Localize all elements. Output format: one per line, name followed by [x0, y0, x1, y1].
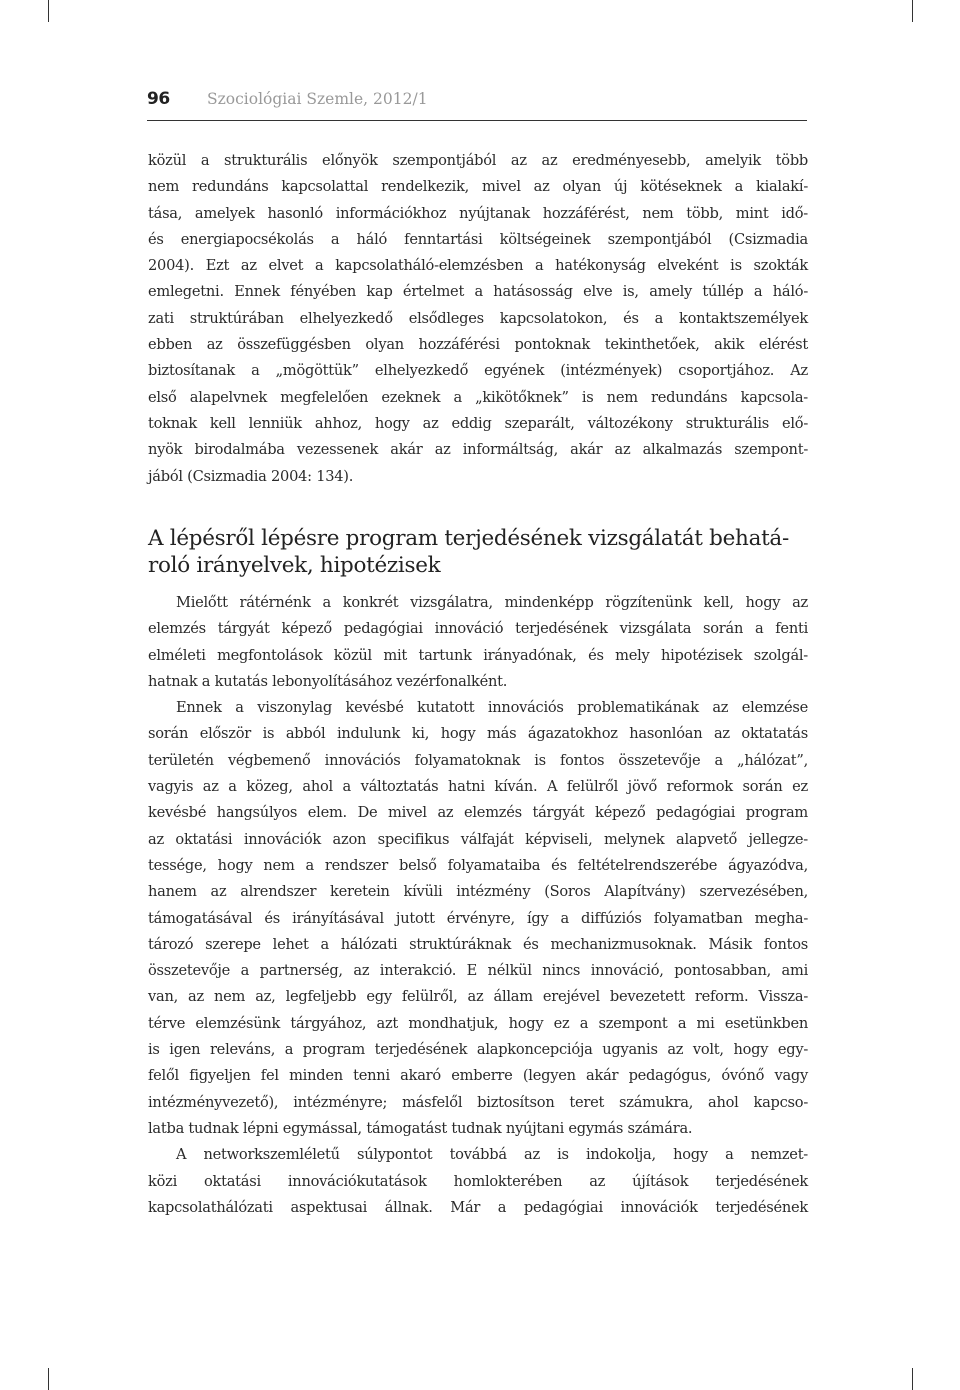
text-line: vagyis az a közeg, ahol a változtatás hatni kíván. A felülről jövő reformok során ez [148, 778, 808, 796]
text-line: első alapelvnek megfelelően ezeknek a „kikötőknek” is nem redundáns kapcsola- [148, 388, 808, 406]
paragraph-2 [148, 590, 808, 695]
text-line: nem redundáns kapcsolattal rendelkezik, mivel az olyan új kötéseknek a kialakí- [148, 178, 808, 196]
text-line: biztosítanak a „mögöttük” elhelyezkedő egyének (intézmények) csoportjához. Az [148, 362, 808, 380]
running-header [147, 86, 807, 121]
text-line: során először is abból indulunk ki, hogy más ágazatokhoz hasonlóan az oktatatás [148, 725, 808, 743]
paragraph-3 [148, 695, 808, 1142]
text-line: toknak kell lenniük ahhoz, hogy az eddig szeparált, változékony strukturális elő- [148, 414, 808, 432]
paragraph-4 [148, 1142, 808, 1221]
text-line: tározó szerepe lehet a hálózati struktúráknak és mechanizmusoknak. Másik fontos [148, 935, 808, 953]
page-number: 96 [147, 89, 170, 109]
text-line: támogatásával és irányításával jutott érvényre, így a diffúziós folyamatban megha- [148, 909, 808, 927]
text-line: elemzés tárgyát képező pedagógiai innováció terjedésének vizsgálata során a fenti [148, 620, 808, 638]
text-line: roló irányelvek, hipotézisek [148, 553, 441, 578]
text-line: 2004). Ezt az elvet a kapcsolatháló-elemzésben a hatékonyság elveként is szokták [148, 257, 808, 275]
text-line: kapcsolathálózati aspektusai állnak. Már a pedagógiai innovációk terjedésének [148, 1198, 808, 1216]
text-line: zati struktúrában elhelyezkedő elsődleges kapcsolatokon, és a kontaktszemélyek [148, 309, 808, 327]
crop-mark-top-left [48, 0, 49, 22]
journal-title: Szociológiai Szemle, 2012/1 [207, 90, 428, 108]
text-line: összetevője a partnerség, az interakció. E nélkül nincs innováció, pontosabban, ami [148, 962, 808, 980]
text-line: ebben az összefüggésben olyan hozzáférési pontoknak tekinthetőek, akik elérést [148, 336, 808, 354]
text-line: tessége, hogy nem a rendszer belső folyamataiba és feltételrendszerébe ágyazódva, [148, 856, 808, 874]
text-line: hanem az alrendszer keretein kívüli intézmény (Soros Alapítvány) szervezésében, [148, 883, 808, 901]
text-line: A networkszemléletű súlypontot továbbá az is indokolja, hogy a nemzet- [176, 1146, 808, 1164]
text-line: nyök birodalmába vezessenek akár az informáltság, akár az alkalmazás szempont- [148, 441, 808, 459]
text-line: térve elemzésünk tárgyához, azt mondhatjuk, hogy ez a szempont a mi esetünkben [148, 1014, 808, 1032]
text-line: emlegetni. Ennek fényében kap értelmet a hatásosság elve is, amely túllép a háló- [148, 283, 808, 301]
text-line: elméleti megfontolások közül mit tartunk irányadónak, és mely hipotézisek szolgál- [148, 646, 808, 664]
text-line: közi oktatási innovációkutatások homlokterében az újítások terjedésének [148, 1172, 808, 1190]
text-line: és energiapocsékolás a háló fenntartási költségeinek szempontjából (Csizmadia [148, 230, 808, 248]
text-line: is igen releváns, a program terjedésének alapkoncepciója ugyanis az volt, hogy egy- [148, 1041, 808, 1059]
text-line: közül a strukturális előnyök szempontjából az az eredményesebb, amelyik több [148, 152, 808, 169]
text-line: területén végbemenő innovációs folyamatoknak is fontos összetevője a „hálózat”, [148, 751, 808, 769]
section-heading [148, 525, 818, 579]
text-line: tása, amelyek hasonló információkhoz nyújtanak hozzáférést, nem több, mint idő- [148, 204, 808, 222]
crop-mark-bottom-right [912, 1368, 913, 1390]
text-line: hatnak a kutatás lebonyolításához vezérfonalként. [148, 672, 508, 690]
paragraph-group [148, 590, 808, 1221]
text-line: Mielőtt rátérnénk a konkrét vizsgálatra, mindenképp rögzítenünk kell, hogy az [176, 594, 808, 611]
text-line: Ennek a viszonylag kevésbé kutatott innovációs problematikának az elemzése [176, 699, 808, 717]
text-line: latba tudnak lépni egymással, támogatást tudnak nyújtani egymás számára. [148, 1119, 693, 1137]
text-line: kevésbé hangsúlyos elem. De mivel az elemzés tárgyát képező pedagógiai program [148, 804, 808, 822]
text-line: felől figyeljen fel minden tenni akaró emberre (legyen akár pedagógus, óvónő vagy [148, 1067, 808, 1085]
text-line: A lépésről lépésre program terjedésének vizsgálatát behatá- [148, 526, 789, 551]
text-line: van, az nem az, legfeljebb egy felülről, az állam erejével bevezetett reform. Vissza- [148, 988, 808, 1006]
text-line: az oktatási innovációk azon specifikus válfaját képviseli, melynek alapvető jellegze- [148, 830, 808, 848]
text-line: jából (Csizmadia 2004: 134). [148, 467, 354, 485]
crop-mark-top-right [912, 0, 913, 22]
crop-mark-bottom-left [48, 1368, 49, 1390]
paragraph-1 [148, 148, 808, 490]
text-line: intézményvezető), intézményre; másfelől biztosítson teret számukra, ahol kapcso- [148, 1093, 808, 1111]
